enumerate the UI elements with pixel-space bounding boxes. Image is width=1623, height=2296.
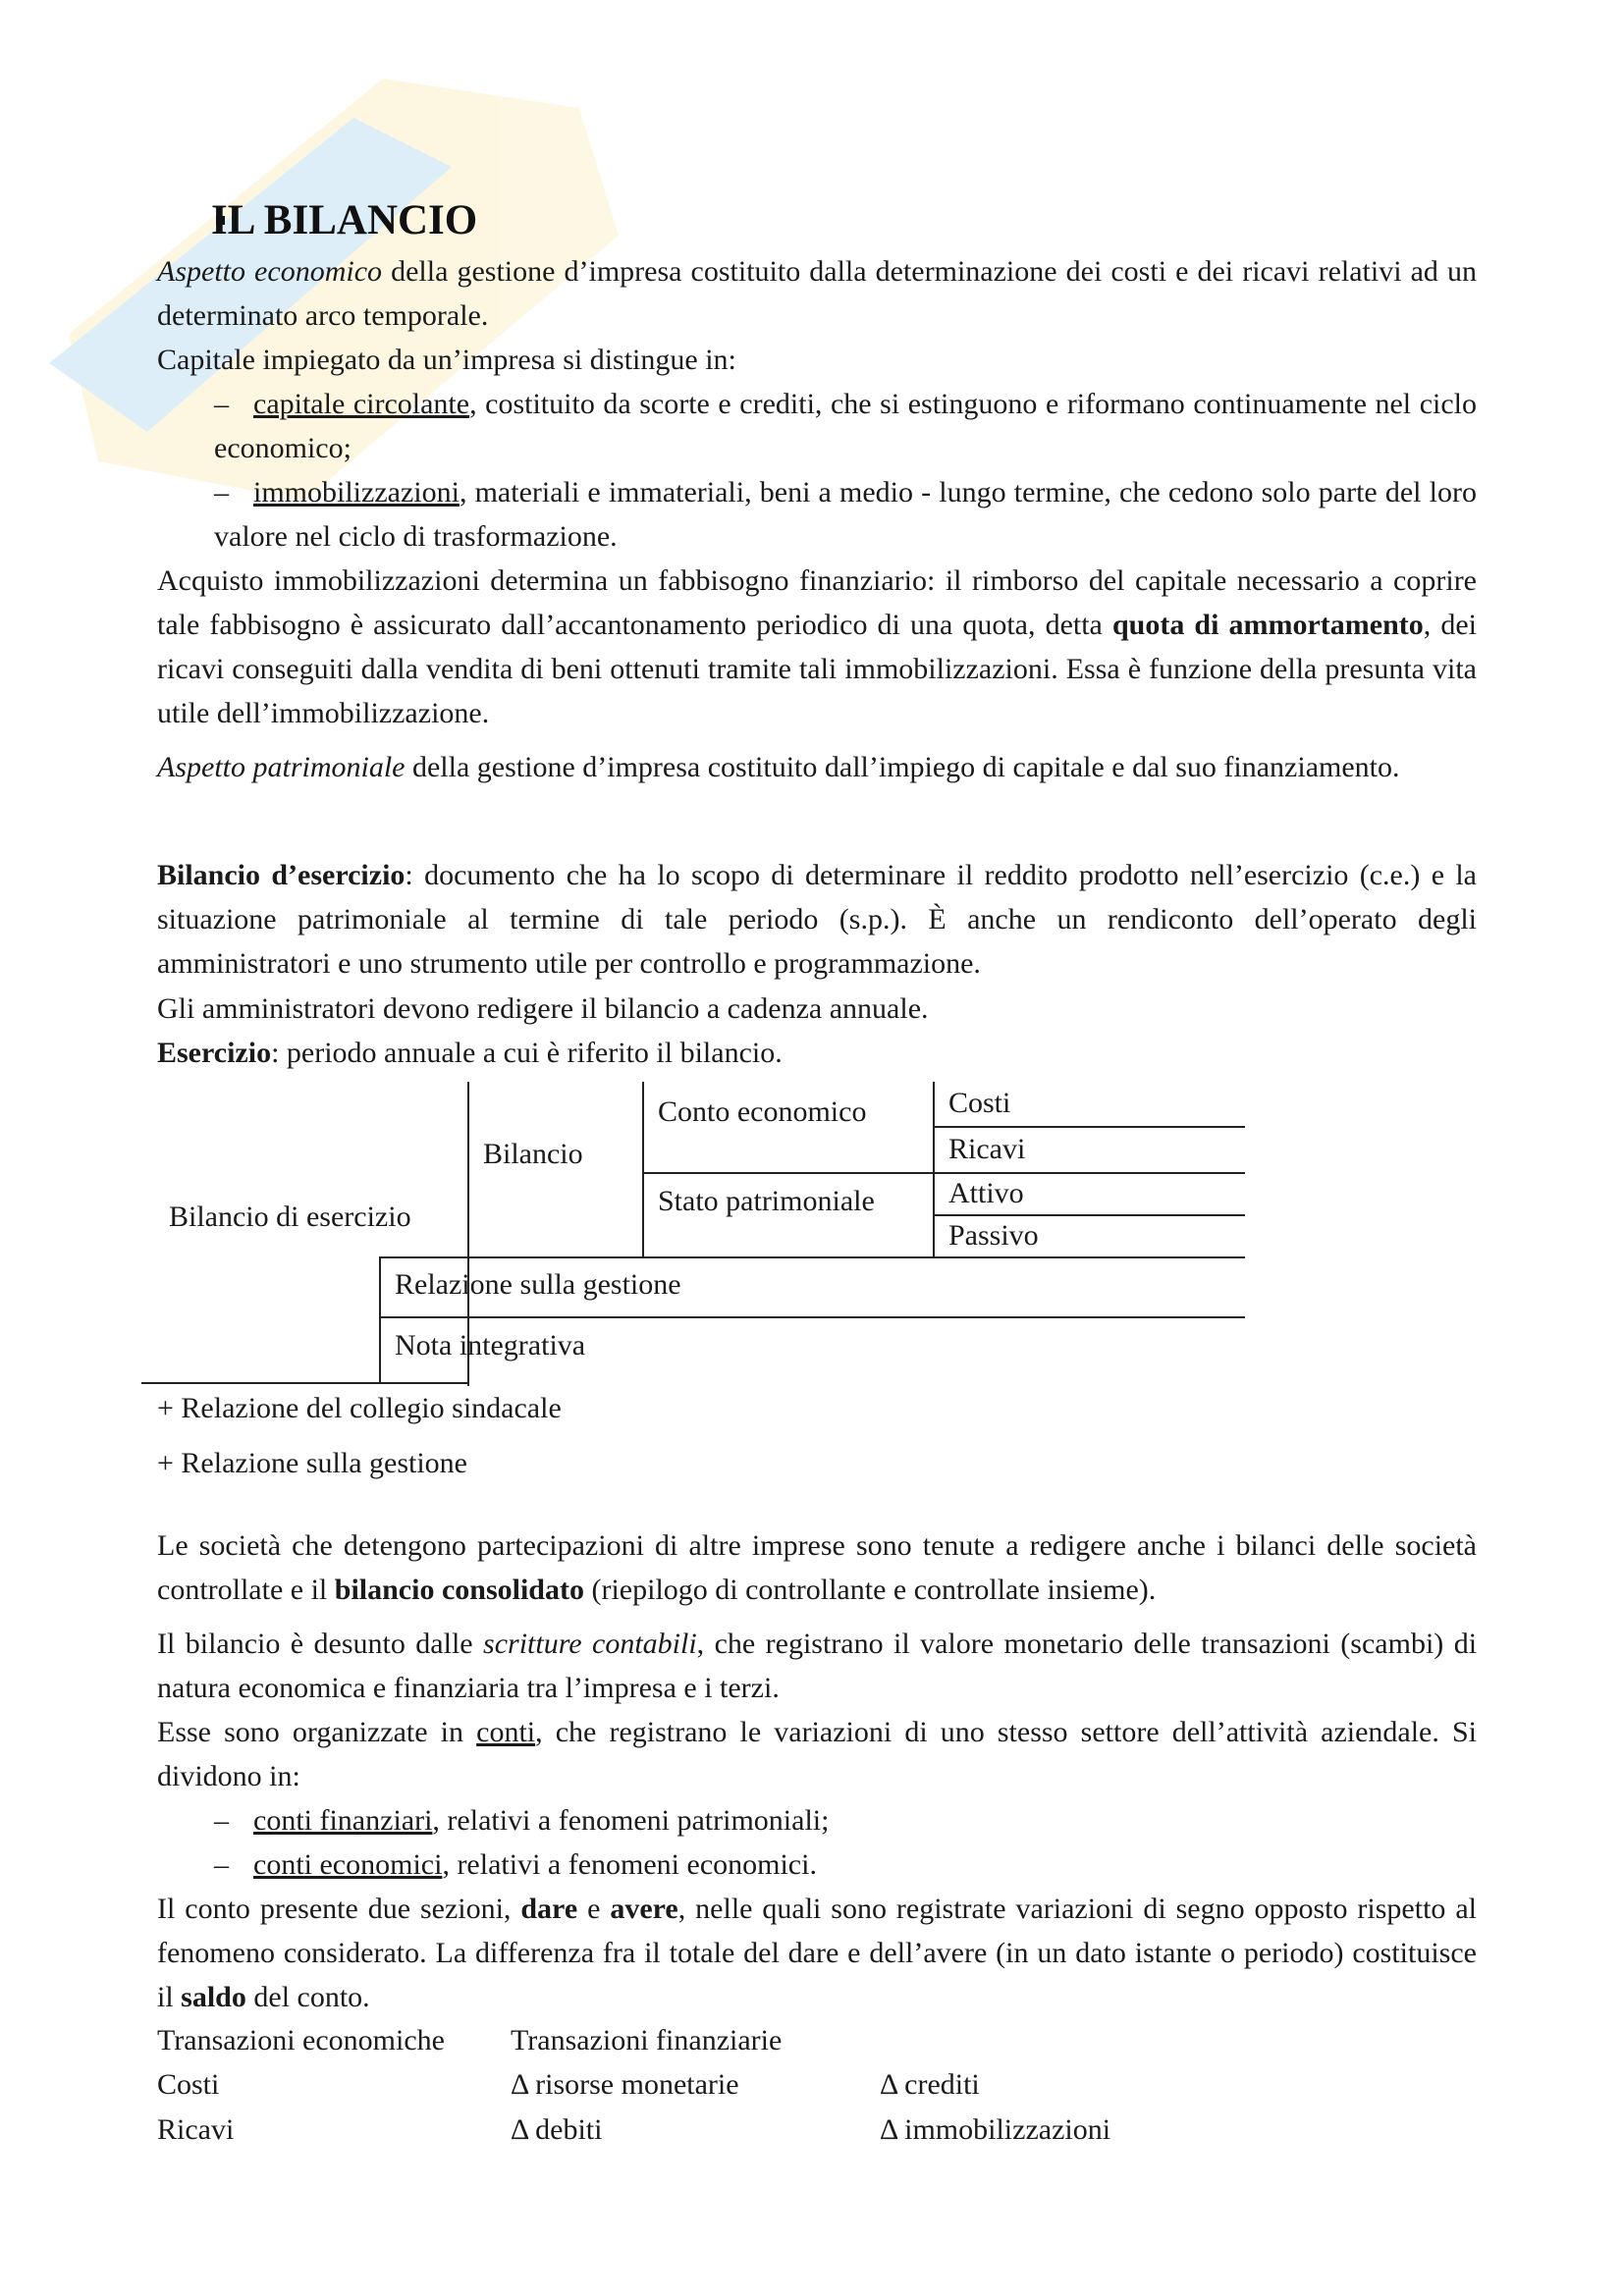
paragraph-conti: Esse sono organizzate in conti, che registrano le variazioni di uno stesso settore dell’attività aziendale. Si dividono in: — [157, 1716, 1477, 1792]
table-cell: Δ crediti — [880, 2068, 980, 2101]
list-item-conti-finanziari: – conti finanziari, relativi a fenomeni patrimoniali; — [214, 1804, 830, 1837]
list-item-capitale-circolante: – capitale circolante, costituito da scorte e crediti, che si estinguono e riformano continuamente nel ciclo economico; — [214, 388, 1477, 464]
diagram-line — [933, 1126, 1245, 1128]
diagram-line — [379, 1256, 1245, 1258]
table-cell: Δ immobilizzazioni — [880, 2113, 1111, 2146]
diagram-line — [933, 1214, 1245, 1216]
diagram-costi-label: Costi — [948, 1087, 1011, 1119]
paragraph-cadenza: Gli amministratori devono redigere il bilancio a cadenza annuale. — [157, 992, 929, 1025]
paragraph-sezioni: Il conto presente due sezioni, dare e avere, nelle quali sono registrate variazioni di segno opposto rispetto al fenomeno considerato. La differenza fra il totale del dare e dell’avere (in un dato istante o periodo) costituisce il saldo del conto. — [157, 1893, 1477, 2013]
page-title: IL BILANCIO — [211, 197, 478, 243]
paragraph-bilancio-esercizio: Bilancio d’esercizio: documento che ha lo scopo di determinare il reddito prodotto nell’esercizio (c.e.) e la situazione patrimoniale al termine di tale periodo (s.p.). È anche un rendiconto dell’operato degli amministratori e uno strumento utile per controllo e programmazione. — [157, 859, 1477, 980]
diagram-line — [379, 1316, 1245, 1318]
table-cell: Ricavi — [157, 2113, 235, 2146]
paragraph-scritture: Il bilancio è desunto dalle scritture contabili, che registrano il valore monetario delle transazioni (scambi) di natura economica e finanziaria tra l’impresa e i terzi. — [157, 1628, 1478, 1704]
diagram-stato-patrimoniale-label: Stato patrimoniale — [658, 1185, 875, 1217]
diagram-ricavi-label: Ricavi — [948, 1133, 1026, 1165]
table-header: Transazioni finanziarie — [511, 2024, 783, 2056]
table-cell: Δ risorse monetarie — [511, 2068, 739, 2101]
diagram-conto-economico-label: Conto economico — [658, 1095, 867, 1128]
table-header: Transazioni economiche — [157, 2024, 445, 2056]
table-cell: Δ debiti — [511, 2113, 603, 2146]
diagram-line — [642, 1082, 644, 1258]
diagram-attivo-label: Attivo — [948, 1177, 1024, 1209]
table-cell: Costi — [157, 2068, 220, 2101]
paragraph-aspetto-economico: Aspetto economico della gestione d’impresa costituito dalla determinazione dei costi e dei ricavi relativi ad un determinato arco temporale. — [157, 255, 1478, 332]
paragraph-aspetto-patrimoniale: Aspetto patrimoniale della gestione d’impresa costituito dall’impiego di capitale e dal suo finanziamento. — [157, 751, 1400, 783]
paragraph-esercizio: Esercizio: periodo annuale a cui è riferito il bilancio. — [157, 1037, 783, 1069]
list-item-conti-economici: – conti economici, relativi a fenomeni economici. — [214, 1848, 817, 1881]
diagram-root-label: Bilancio di esercizio — [169, 1201, 411, 1233]
paragraph-consolidato: Le società che detengono partecipazioni di altre imprese sono tenute a redigere anche i bilanci delle società controllate e il bilancio consolidato (riepilogo di controllante e controllate insieme). — [157, 1529, 1477, 1606]
diagram-passivo-label: Passivo — [948, 1219, 1039, 1252]
diagram-nota-label: Nota integrativa — [395, 1329, 586, 1362]
diagram-bilancio-label: Bilancio — [483, 1138, 583, 1170]
extra-item: + Relazione sulla gestione — [157, 1447, 467, 1479]
extra-item: + Relazione del collegio sindacale — [157, 1392, 562, 1424]
diagram-line — [933, 1082, 935, 1258]
list-item-immobilizzazioni: – immobilizzazioni, materiali e immateriali, beni a medio - lungo termine, che cedono solo parte del loro valore nel ciclo di trasformazione. — [214, 476, 1477, 553]
diagram-relazione-label: Relazione sulla gestione — [395, 1268, 681, 1301]
diagram-line — [141, 1382, 469, 1384]
diagram-line — [379, 1256, 381, 1384]
diagram-line — [642, 1172, 1245, 1174]
paragraph-acquisto: Acquisto immobilizzazioni determina un fabbisogno finanziario: il rimborso del capitale necessario a coprire tale fabbisogno è assicurato dall’accantonamento periodico di una quota, detta quota di ammortamento, dei ricavi conseguiti dalla vendita di beni ottenuti tramite tali immobilizzazioni. Essa è funzione della presunta vita utile dell’immobilizzazione. — [157, 564, 1477, 729]
paragraph-capitale: Capitale impiegato da un’impresa si distingue in: — [157, 344, 736, 376]
